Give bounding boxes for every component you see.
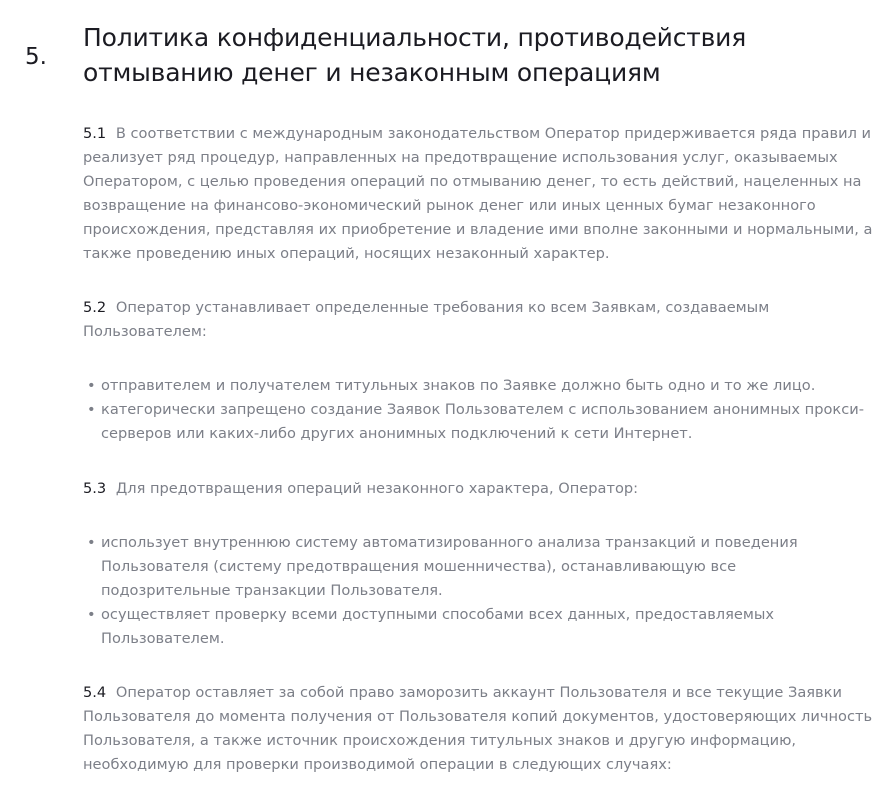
bullet-icon: • xyxy=(87,377,96,394)
paragraph-number: 5.4 xyxy=(83,684,107,701)
section-number: 5. xyxy=(25,44,47,70)
paragraph-5-1 xyxy=(83,122,878,266)
paragraph-number: 5.2 xyxy=(83,299,107,316)
paragraph-number: 5.3 xyxy=(83,480,107,497)
bullet-icon: • xyxy=(87,401,96,418)
list-item-text: отправителем и получателем титульных знаков по Заявке должно быть одно и то же лицо. xyxy=(101,377,816,394)
list-item xyxy=(87,398,867,446)
paragraph-5-2 xyxy=(83,296,878,344)
paragraph-5-3 xyxy=(83,477,878,501)
bullet-icon: • xyxy=(87,606,96,623)
list-item xyxy=(87,531,867,603)
list-item xyxy=(87,603,867,651)
paragraph-text: Для предотвращения операций незаконного характера, Оператор: xyxy=(115,480,639,497)
list-item xyxy=(87,374,867,398)
paragraph-text: В соответствии с международным законодательством Оператор придерживается ряда правил и реализует ряд процедур, направленных на предотвращение использования услуг, оказываемых Оператором, с целью проведения операций по отмыванию денег, то есть действий, нацеленных на возвращение на финансово-экономический рынок денег или иных ценных бумаг незаконного происхождения, представляя их приобретение и владение ими вполне законными и нормальными, а также проведению иных операций, носящих незаконный характер. xyxy=(83,125,873,262)
list-item-text: осуществляет проверку всеми доступными способами всех данных, предоставляемых Пользователем. xyxy=(101,606,775,647)
paragraph-number: 5.1 xyxy=(83,125,107,142)
paragraph-text: Оператор устанавливает определенные требования ко всем Заявкам, создаваемым Пользователем: xyxy=(83,299,770,340)
list-item-text: использует внутреннюю систему автоматизированного анализа транзакций и поведения Пользователя (систему предотвращения мошенничества), останавливающую все подозрительные транзакции Пользователя. xyxy=(101,534,798,599)
section-title: Политика конфиденциальности, противодействия отмыванию денег и незаконным операциям xyxy=(83,23,747,87)
bullet-icon: • xyxy=(87,534,96,551)
requirements-list xyxy=(87,374,867,446)
list-item-text: категорически запрещено создание Заявок Пользователем с использованием анонимных прокси-серверов или каких-либо других анонимных подключений к сети Интернет. xyxy=(101,401,864,442)
paragraph-5-4 xyxy=(83,681,878,777)
measures-list xyxy=(87,531,867,651)
paragraph-text: Оператор оставляет за собой право заморозить аккаунт Пользователя и все текущие Заявки Пользователя до момента получения от Пользователя копий документов, удостоверяющих личность Пользователя, а также источник происхождения титульных знаков и другую информацию, необходимую для проверки производимой операции в следующих случаях: xyxy=(83,684,873,773)
